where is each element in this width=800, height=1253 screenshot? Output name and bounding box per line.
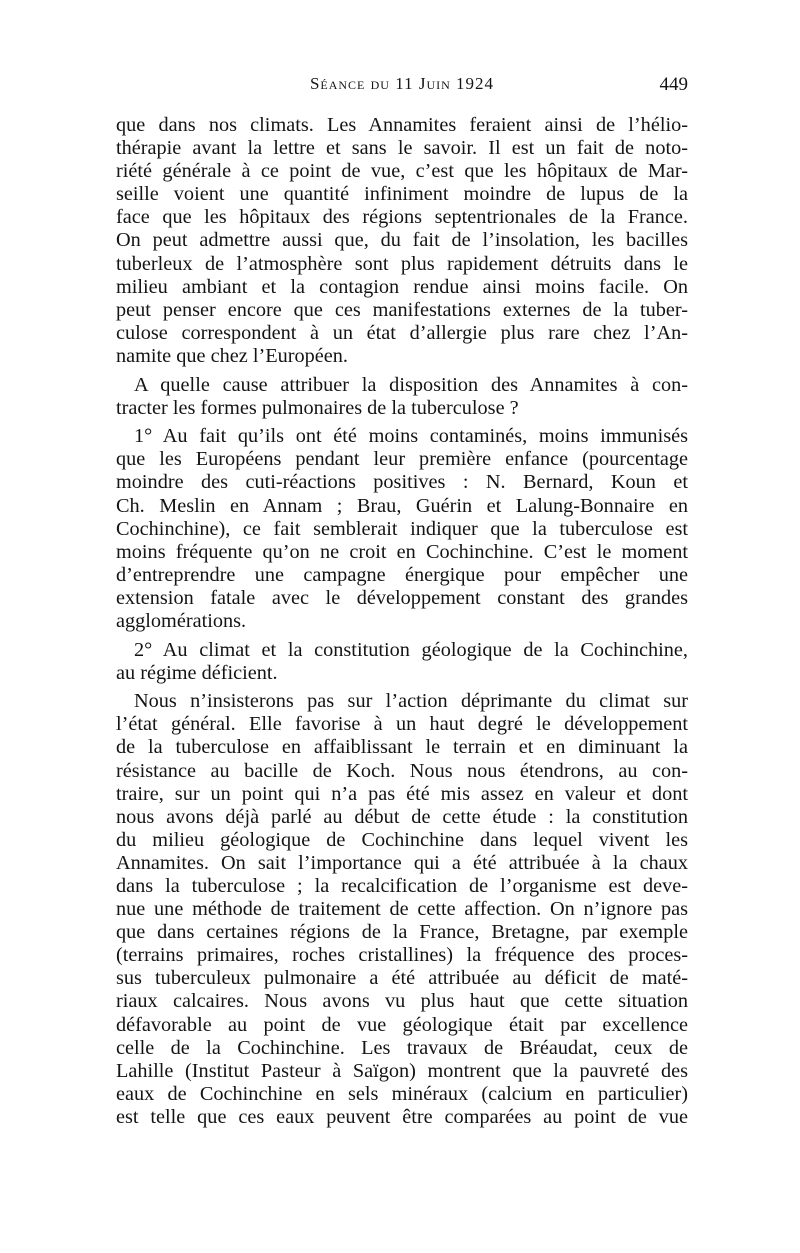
text-line: eaux de Cochinchine en sels minéraux (calcium en particulier) bbox=[116, 1082, 688, 1105]
text-line: thérapie avant la lettre et sans le savoir. Il est un fait de noto- bbox=[116, 137, 688, 160]
text-line: sus tuberculeux pulmonaire a été attribuée au déficit de maté- bbox=[116, 967, 688, 990]
text-line: que dans certaines régions de la France, Bretagne, par exemple bbox=[116, 921, 688, 944]
text-line: dans la tuberculose ; la recalcification de l’organisme est deve- bbox=[116, 875, 688, 897]
text-line: face que les hôpitaux des régions septentrionales de la France. bbox=[116, 206, 688, 229]
text-line: (terrains primaires, roches cristallines) la fréquence des proces- bbox=[116, 944, 688, 967]
text-line: culose correspondent à un état d’allergie plus rare chez l’An- bbox=[116, 321, 688, 344]
text-line: résistance au bacille de Koch. Nous nous étendrons, au con- bbox=[116, 759, 688, 782]
text-line: moindre des cuti-réactions positives : N. Bernard, Koun et bbox=[116, 471, 688, 494]
text-line: moins fréquente qu’on ne croit en Cochinchine. C’est le moment bbox=[116, 540, 688, 563]
text-line: l’état général. Elle favorise à un haut degré le développement bbox=[116, 713, 688, 736]
text-line: d’entreprendre une campagne énergique pour empêcher une bbox=[116, 563, 688, 586]
text-line: tracter les formes pulmonaires de la tuberculose ? bbox=[116, 396, 519, 419]
text-line: 2° Au climat et la constitution géologique de la Cochinchine, bbox=[134, 638, 688, 661]
text-line: défavorable au point de vue géologique était par excellence bbox=[116, 1013, 688, 1036]
page-number: 449 bbox=[659, 74, 688, 95]
text-line: Lahille (Institut Pasteur à Saïgon) montrent que la pauvreté des bbox=[116, 1059, 688, 1082]
page-header bbox=[116, 74, 688, 102]
paragraph-5 bbox=[116, 690, 688, 1129]
text-line: au régime déficient. bbox=[116, 661, 278, 684]
text-line: celle de la Cochinchine. Les travaux de Bréaudat, ceux de bbox=[116, 1036, 688, 1059]
text-line: du milieu géologique de Cochinchine dans lequel vivent les bbox=[116, 828, 688, 851]
text-line: que dans nos climats. Les Annamites feraient ainsi de l’hélio- bbox=[116, 114, 688, 136]
text-line: seille voient une quantité infiniment moindre de lupus de la bbox=[116, 183, 688, 206]
text-line: que les Européens pendant leur première enfance (pourcentage bbox=[116, 448, 688, 471]
body-text bbox=[116, 114, 688, 1129]
text-line: riété générale à ce point de vue, c’est que les hôpitaux de Mar- bbox=[116, 160, 688, 183]
text-line: nue une méthode de traitement de cette affection. On n’ignore pas bbox=[116, 898, 688, 921]
text-line: Cochinchine), ce fait semblerait indiquer que la tuberculose est bbox=[116, 517, 688, 540]
text-line: nous avons déjà parlé au début de cette étude : la constitution bbox=[116, 805, 688, 828]
text-line: A quelle cause attribuer la disposition des Annamites à con- bbox=[134, 373, 688, 396]
text-line: Annamites. On sait l’importance qui a été attribuée à la chaux bbox=[116, 851, 688, 874]
text-line: 1° Au fait qu’ils ont été moins contaminés, moins immunisés bbox=[134, 425, 688, 448]
text-line: milieu ambiant et la contagion rendue ainsi moins facile. On bbox=[116, 275, 688, 298]
text-line: traire, sur un point qui n’a pas été mis assez en valeur et dont bbox=[116, 782, 688, 805]
text-line: agglomérations. bbox=[116, 609, 247, 632]
text-line: tuberleux de l’atmosphère sont plus rapidement détruits dans le bbox=[116, 252, 688, 275]
text-line: riaux calcaires. Nous avons vu plus haut que cette situation bbox=[116, 990, 688, 1013]
text-line: peut penser encore que ces manifestations externes de la tuber- bbox=[116, 298, 688, 321]
paragraph-4 bbox=[116, 639, 688, 685]
text-line: Nous n’insisterons pas sur l’action déprimante du climat sur bbox=[134, 690, 688, 713]
text-line: namite que chez l’Européen. bbox=[116, 344, 348, 367]
text-line: extension fatale avec le développement constant des grandes bbox=[116, 586, 688, 609]
text-line: Ch. Meslin en Annam ; Brau, Guérin et Lalung-Bonnaire en bbox=[116, 494, 688, 517]
text-line: de la tuberculose en affaiblissant le terrain et en diminuant la bbox=[116, 736, 688, 759]
paragraph-1 bbox=[116, 114, 688, 368]
text-line: est telle que ces eaux peuvent être comparées au point de vue bbox=[116, 1105, 688, 1128]
paragraph-3 bbox=[116, 425, 688, 633]
paragraph-2 bbox=[116, 374, 688, 420]
text-line: On peut admettre aussi que, du fait de l’insolation, les bacilles bbox=[116, 229, 688, 252]
running-title: Séance du 11 Juin 1924 bbox=[309, 74, 495, 93]
